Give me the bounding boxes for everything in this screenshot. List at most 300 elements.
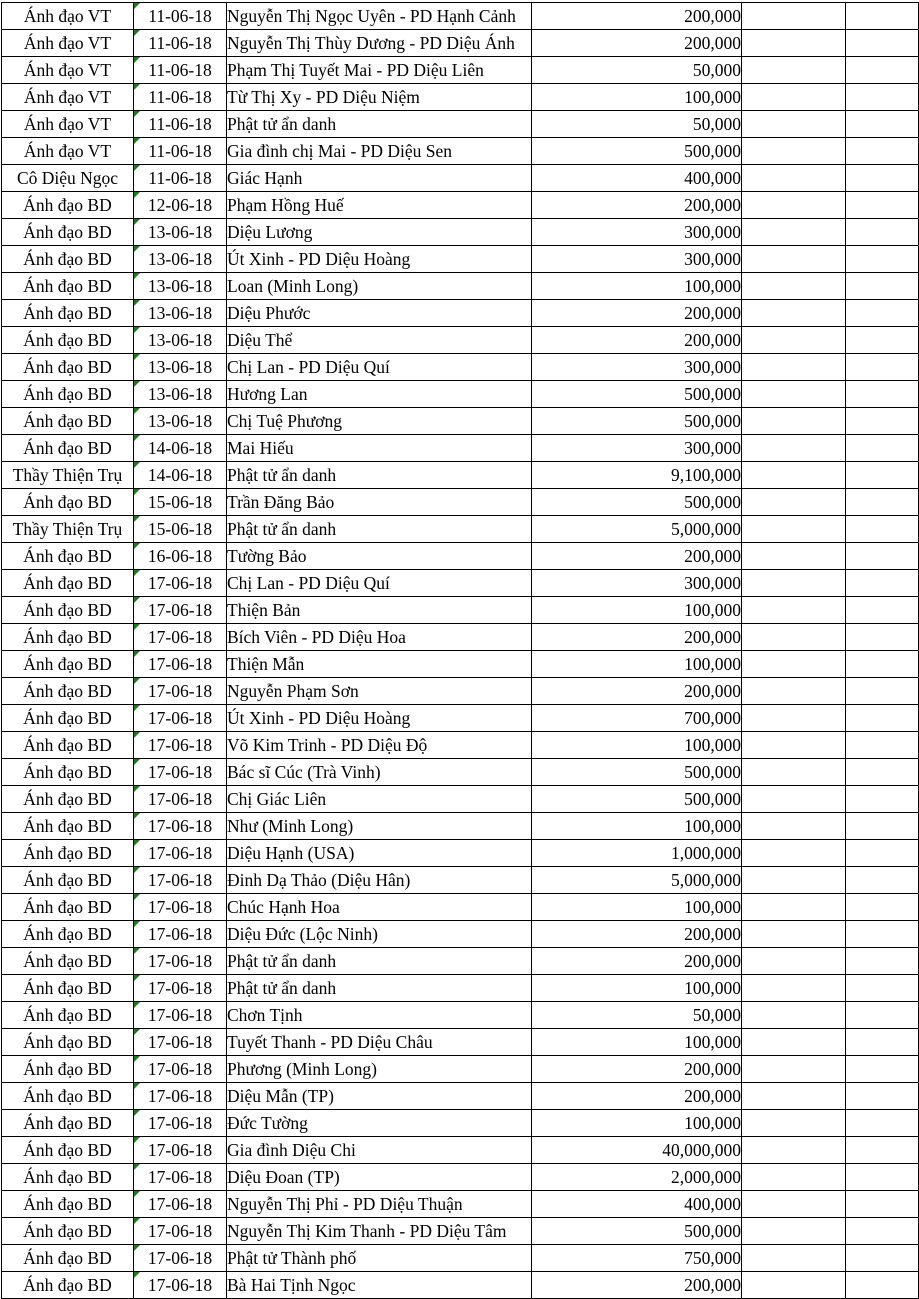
donor-name-cell[interactable]: Diệu Đoan (TP)	[227, 1164, 532, 1191]
empty-cell[interactable]	[846, 1218, 919, 1245]
amount-cell[interactable]: 100,000	[532, 1110, 742, 1137]
person-cell[interactable]: Ánh đạo BD	[2, 624, 134, 651]
date-cell[interactable]: 17-06-18	[134, 1029, 227, 1056]
donor-name-cell[interactable]: Hương Lan	[227, 381, 532, 408]
empty-cell[interactable]	[742, 462, 846, 489]
amount-cell[interactable]: 1,000,000	[532, 840, 742, 867]
donor-name-cell[interactable]: Chúc Hạnh Hoa	[227, 894, 532, 921]
empty-cell[interactable]	[846, 3, 919, 30]
amount-cell[interactable]: 200,000	[532, 1272, 742, 1299]
date-cell[interactable]: 11-06-18	[134, 3, 227, 30]
amount-cell[interactable]: 200,000	[532, 1083, 742, 1110]
amount-cell[interactable]: 750,000	[532, 1245, 742, 1272]
empty-cell[interactable]	[742, 975, 846, 1002]
person-cell[interactable]: Ánh đạo VT	[2, 3, 134, 30]
empty-cell[interactable]	[846, 1164, 919, 1191]
amount-cell[interactable]: 300,000	[532, 246, 742, 273]
table-row	[2, 624, 919, 651]
date-cell[interactable]: 17-06-18	[134, 948, 227, 975]
amount-cell[interactable]: 200,000	[532, 678, 742, 705]
amount-cell[interactable]: 40,000,000	[532, 1137, 742, 1164]
date-cell[interactable]: 13-06-18	[134, 327, 227, 354]
empty-cell[interactable]	[846, 219, 919, 246]
empty-cell[interactable]	[742, 1164, 846, 1191]
amount-cell[interactable]: 500,000	[532, 489, 742, 516]
empty-cell[interactable]	[742, 651, 846, 678]
empty-cell[interactable]	[846, 867, 919, 894]
empty-cell[interactable]	[846, 516, 919, 543]
person-cell[interactable]: Ánh đạo BD	[2, 1083, 134, 1110]
person-cell[interactable]: Ánh đạo BD	[2, 1218, 134, 1245]
donor-name-cell[interactable]: Nguyễn Thị Phỉ - PD Diệu Thuận	[227, 1191, 532, 1218]
person-cell[interactable]: Ánh đạo BD	[2, 1272, 134, 1299]
date-cell[interactable]: 13-06-18	[134, 219, 227, 246]
empty-cell[interactable]	[742, 1056, 846, 1083]
empty-cell[interactable]	[742, 327, 846, 354]
empty-cell[interactable]	[846, 975, 919, 1002]
person-cell[interactable]: Ánh đạo BD	[2, 813, 134, 840]
empty-cell[interactable]	[742, 1083, 846, 1110]
donor-name-cell[interactable]: Thiện Bản	[227, 597, 532, 624]
date-cell[interactable]: 17-06-18	[134, 1110, 227, 1137]
empty-cell[interactable]	[742, 165, 846, 192]
empty-cell[interactable]	[846, 1110, 919, 1137]
empty-cell[interactable]	[846, 732, 919, 759]
donor-name-cell[interactable]: Chơn Tịnh	[227, 1002, 532, 1029]
amount-cell[interactable]: 400,000	[532, 165, 742, 192]
empty-cell[interactable]	[742, 624, 846, 651]
empty-cell[interactable]	[742, 138, 846, 165]
person-cell[interactable]: Ánh đạo BD	[2, 948, 134, 975]
empty-cell[interactable]	[846, 192, 919, 219]
donor-name-cell[interactable]: Nguyễn Phạm Sơn	[227, 678, 532, 705]
empty-cell[interactable]	[846, 1137, 919, 1164]
date-cell[interactable]: 17-06-18	[134, 867, 227, 894]
amount-cell[interactable]: 300,000	[532, 435, 742, 462]
empty-cell[interactable]	[742, 1137, 846, 1164]
amount-cell[interactable]: 50,000	[532, 1002, 742, 1029]
person-cell[interactable]: Ánh đạo VT	[2, 57, 134, 84]
donor-name-cell[interactable]: Chị Tuệ Phương	[227, 408, 532, 435]
donor-name-cell[interactable]: Phật tử ẩn danh	[227, 948, 532, 975]
donor-name-cell[interactable]: Võ Kim Trinh - PD Diệu Độ	[227, 732, 532, 759]
donor-name-cell[interactable]: Út Xinh - PD Diệu Hoàng	[227, 246, 532, 273]
donor-name-cell[interactable]: Như (Minh Long)	[227, 813, 532, 840]
person-cell[interactable]: Ánh đạo VT	[2, 30, 134, 57]
donor-name-cell[interactable]: Chị Lan - PD Diệu Quí	[227, 354, 532, 381]
amount-cell[interactable]: 200,000	[532, 1056, 742, 1083]
amount-cell[interactable]: 100,000	[532, 651, 742, 678]
donor-name-cell[interactable]: Giác Hạnh	[227, 165, 532, 192]
donor-name-cell[interactable]: Phật tử ẩn danh	[227, 462, 532, 489]
date-cell[interactable]: 17-06-18	[134, 840, 227, 867]
date-cell[interactable]: 17-06-18	[134, 1056, 227, 1083]
person-cell[interactable]: Ánh đạo BD	[2, 894, 134, 921]
empty-cell[interactable]	[742, 543, 846, 570]
person-cell[interactable]: Ánh đạo BD	[2, 300, 134, 327]
person-cell[interactable]: Ánh đạo BD	[2, 543, 134, 570]
person-cell[interactable]: Ánh đạo BD	[2, 354, 134, 381]
date-cell[interactable]: 17-06-18	[134, 921, 227, 948]
date-cell[interactable]: 17-06-18	[134, 651, 227, 678]
amount-cell[interactable]: 200,000	[532, 948, 742, 975]
donor-name-cell[interactable]: Phạm Thị Tuyết Mai - PD Diệu Liên	[227, 57, 532, 84]
date-cell[interactable]: 17-06-18	[134, 1002, 227, 1029]
empty-cell[interactable]	[742, 705, 846, 732]
empty-cell[interactable]	[846, 570, 919, 597]
empty-cell[interactable]	[742, 1110, 846, 1137]
amount-cell[interactable]: 700,000	[532, 705, 742, 732]
donor-name-cell[interactable]: Phật tử Thành phố	[227, 1245, 532, 1272]
person-cell[interactable]: Ánh đạo BD	[2, 408, 134, 435]
empty-cell[interactable]	[846, 678, 919, 705]
empty-cell[interactable]	[846, 300, 919, 327]
empty-cell[interactable]	[742, 381, 846, 408]
date-cell[interactable]: 16-06-18	[134, 543, 227, 570]
amount-cell[interactable]: 200,000	[532, 543, 742, 570]
empty-cell[interactable]	[742, 30, 846, 57]
donor-name-cell[interactable]: Bích Viên - PD Diệu Hoa	[227, 624, 532, 651]
person-cell[interactable]: Ánh đạo BD	[2, 597, 134, 624]
table-row	[2, 543, 919, 570]
empty-cell[interactable]	[742, 57, 846, 84]
amount-cell[interactable]: 100,000	[532, 84, 742, 111]
table-row	[2, 921, 919, 948]
empty-cell[interactable]	[742, 435, 846, 462]
empty-cell[interactable]	[742, 192, 846, 219]
date-cell[interactable]: 12-06-18	[134, 192, 227, 219]
donor-name-cell[interactable]: Chị Lan - PD Diệu Quí	[227, 570, 532, 597]
amount-cell[interactable]: 400,000	[532, 1191, 742, 1218]
donor-name-cell[interactable]: Tuyết Thanh - PD Diệu Châu	[227, 1029, 532, 1056]
empty-cell[interactable]	[846, 327, 919, 354]
person-cell[interactable]: Thầy Thiện Trụ	[2, 462, 134, 489]
date-cell[interactable]: 13-06-18	[134, 381, 227, 408]
date-cell[interactable]: 11-06-18	[134, 84, 227, 111]
table-row	[2, 1137, 919, 1164]
date-cell[interactable]: 17-06-18	[134, 786, 227, 813]
empty-cell[interactable]	[846, 354, 919, 381]
amount-cell[interactable]: 100,000	[532, 732, 742, 759]
empty-cell[interactable]	[846, 543, 919, 570]
person-cell[interactable]: Ánh đạo BD	[2, 867, 134, 894]
empty-cell[interactable]	[742, 219, 846, 246]
person-cell[interactable]: Ánh đạo BD	[2, 705, 134, 732]
donor-name-cell[interactable]: Mai Hiếu	[227, 435, 532, 462]
empty-cell[interactable]	[846, 1245, 919, 1272]
table-row	[2, 1029, 919, 1056]
date-cell[interactable]: 17-06-18	[134, 1272, 227, 1299]
person-cell[interactable]: Ánh đạo BD	[2, 651, 134, 678]
donor-name-cell[interactable]: Thiện Mẫn	[227, 651, 532, 678]
amount-cell[interactable]: 500,000	[532, 408, 742, 435]
person-cell[interactable]: Ánh đạo BD	[2, 219, 134, 246]
person-cell[interactable]: Thầy Thiện Trụ	[2, 516, 134, 543]
empty-cell[interactable]	[846, 1002, 919, 1029]
empty-cell[interactable]	[742, 3, 846, 30]
table-row	[2, 732, 919, 759]
amount-cell[interactable]: 50,000	[532, 111, 742, 138]
table-row	[2, 462, 919, 489]
empty-cell[interactable]	[846, 273, 919, 300]
amount-cell[interactable]: 200,000	[532, 3, 742, 30]
donor-name-cell[interactable]: Diệu Phước	[227, 300, 532, 327]
empty-cell[interactable]	[846, 138, 919, 165]
date-cell[interactable]: 14-06-18	[134, 435, 227, 462]
empty-cell[interactable]	[846, 948, 919, 975]
table-row	[2, 678, 919, 705]
donor-name-cell[interactable]: Đức Tường	[227, 1110, 532, 1137]
empty-cell[interactable]	[742, 111, 846, 138]
empty-cell[interactable]	[846, 786, 919, 813]
person-cell[interactable]: Ánh đạo BD	[2, 273, 134, 300]
amount-cell[interactable]: 5,000,000	[532, 516, 742, 543]
empty-cell[interactable]	[846, 1056, 919, 1083]
person-cell[interactable]: Ánh đạo BD	[2, 246, 134, 273]
donor-name-cell[interactable]: Chị Giác Liên	[227, 786, 532, 813]
amount-cell[interactable]: 100,000	[532, 894, 742, 921]
empty-cell[interactable]	[846, 489, 919, 516]
empty-cell[interactable]	[742, 813, 846, 840]
person-cell[interactable]: Ánh đạo BD	[2, 192, 134, 219]
person-cell[interactable]: Ánh đạo VT	[2, 138, 134, 165]
amount-cell[interactable]: 100,000	[532, 597, 742, 624]
amount-cell[interactable]: 2,000,000	[532, 1164, 742, 1191]
amount-cell[interactable]: 5,000,000	[532, 867, 742, 894]
empty-cell[interactable]	[846, 1083, 919, 1110]
empty-cell[interactable]	[742, 1272, 846, 1299]
person-cell[interactable]: Ánh đạo BD	[2, 1245, 134, 1272]
person-cell[interactable]: Cô Diệu Ngọc	[2, 165, 134, 192]
empty-cell[interactable]	[742, 408, 846, 435]
empty-cell[interactable]	[742, 732, 846, 759]
date-cell[interactable]: 11-06-18	[134, 138, 227, 165]
empty-cell[interactable]	[846, 462, 919, 489]
empty-cell[interactable]	[846, 30, 919, 57]
donor-name-cell[interactable]: Tường Bảo	[227, 543, 532, 570]
empty-cell[interactable]	[742, 948, 846, 975]
donor-name-cell[interactable]: Nguyễn Thị Ngọc Uyên - PD Hạnh Cảnh	[227, 3, 532, 30]
empty-cell[interactable]	[742, 678, 846, 705]
amount-cell[interactable]: 300,000	[532, 570, 742, 597]
date-cell[interactable]: 11-06-18	[134, 165, 227, 192]
amount-cell[interactable]: 50,000	[532, 57, 742, 84]
person-cell[interactable]: Ánh đạo BD	[2, 1002, 134, 1029]
empty-cell[interactable]	[742, 354, 846, 381]
date-cell[interactable]: 17-06-18	[134, 975, 227, 1002]
donor-name-cell[interactable]: Diệu Hạnh (USA)	[227, 840, 532, 867]
donor-name-cell[interactable]: Phật tử ẩn danh	[227, 111, 532, 138]
donor-name-cell[interactable]: Diệu Đức (Lộc Ninh)	[227, 921, 532, 948]
donor-name-cell[interactable]: Trần Đăng Bảo	[227, 489, 532, 516]
amount-cell[interactable]: 100,000	[532, 975, 742, 1002]
date-cell[interactable]: 13-06-18	[134, 408, 227, 435]
empty-cell[interactable]	[742, 489, 846, 516]
date-cell[interactable]: 17-06-18	[134, 813, 227, 840]
amount-cell[interactable]: 500,000	[532, 381, 742, 408]
donor-name-cell[interactable]: Phật tử ẩn danh	[227, 975, 532, 1002]
date-cell[interactable]: 17-06-18	[134, 1083, 227, 1110]
person-cell[interactable]: Ánh đạo BD	[2, 1191, 134, 1218]
person-cell[interactable]: Ánh đạo BD	[2, 975, 134, 1002]
empty-cell[interactable]	[846, 1029, 919, 1056]
empty-cell[interactable]	[742, 921, 846, 948]
donor-name-cell[interactable]: Bà Hai Tịnh Ngọc	[227, 1272, 532, 1299]
donor-name-cell[interactable]: Diệu Lương	[227, 219, 532, 246]
amount-cell[interactable]: 200,000	[532, 624, 742, 651]
person-cell[interactable]: Ánh đạo BD	[2, 759, 134, 786]
person-cell[interactable]: Ánh đạo BD	[2, 327, 134, 354]
empty-cell[interactable]	[742, 516, 846, 543]
person-cell[interactable]: Ánh đạo BD	[2, 435, 134, 462]
date-cell[interactable]: 14-06-18	[134, 462, 227, 489]
person-cell[interactable]: Ánh đạo BD	[2, 840, 134, 867]
donor-name-cell[interactable]: Phạm Hồng Huế	[227, 192, 532, 219]
date-cell[interactable]: 17-06-18	[134, 1164, 227, 1191]
empty-cell[interactable]	[846, 597, 919, 624]
empty-cell[interactable]	[742, 84, 846, 111]
donor-name-cell[interactable]: Từ Thị Xy - PD Diệu Niệm	[227, 84, 532, 111]
amount-cell[interactable]: 200,000	[532, 192, 742, 219]
date-cell[interactable]: 17-06-18	[134, 1137, 227, 1164]
amount-cell[interactable]: 100,000	[532, 1029, 742, 1056]
donor-name-cell[interactable]: Gia đình Diệu Chi	[227, 1137, 532, 1164]
person-cell[interactable]: Ánh đạo BD	[2, 1056, 134, 1083]
empty-cell[interactable]	[742, 597, 846, 624]
amount-cell[interactable]: 200,000	[532, 30, 742, 57]
donor-name-cell[interactable]: Nguyễn Thị Kim Thanh - PD Diệu Tâm	[227, 1218, 532, 1245]
empty-cell[interactable]	[846, 921, 919, 948]
empty-cell[interactable]	[846, 435, 919, 462]
date-cell[interactable]: 13-06-18	[134, 246, 227, 273]
table-row	[2, 57, 919, 84]
empty-cell[interactable]	[846, 111, 919, 138]
empty-cell[interactable]	[846, 57, 919, 84]
date-cell[interactable]: 15-06-18	[134, 489, 227, 516]
empty-cell[interactable]	[846, 1272, 919, 1299]
person-cell[interactable]: Ánh đạo BD	[2, 381, 134, 408]
empty-cell[interactable]	[846, 246, 919, 273]
empty-cell[interactable]	[742, 300, 846, 327]
empty-cell[interactable]	[742, 867, 846, 894]
date-cell[interactable]: 11-06-18	[134, 30, 227, 57]
amount-cell[interactable]: 300,000	[532, 354, 742, 381]
empty-cell[interactable]	[742, 1002, 846, 1029]
table-row	[2, 759, 919, 786]
date-cell[interactable]: 17-06-18	[134, 705, 227, 732]
empty-cell[interactable]	[846, 84, 919, 111]
date-cell[interactable]: 17-06-18	[134, 624, 227, 651]
empty-cell[interactable]	[846, 894, 919, 921]
donor-name-cell[interactable]: Diệu Thể	[227, 327, 532, 354]
amount-cell[interactable]: 100,000	[532, 273, 742, 300]
person-cell[interactable]: Ánh đạo BD	[2, 489, 134, 516]
amount-cell[interactable]: 200,000	[532, 300, 742, 327]
person-cell[interactable]: Ánh đạo BD	[2, 1110, 134, 1137]
date-cell[interactable]: 13-06-18	[134, 354, 227, 381]
person-cell[interactable]: Ánh đạo BD	[2, 1029, 134, 1056]
person-cell[interactable]: Ánh đạo BD	[2, 570, 134, 597]
date-cell[interactable]: 15-06-18	[134, 516, 227, 543]
empty-cell[interactable]	[742, 894, 846, 921]
donor-name-cell[interactable]: Diệu Mẫn (TP)	[227, 1083, 532, 1110]
amount-cell[interactable]: 500,000	[532, 786, 742, 813]
person-cell[interactable]: Ánh đạo VT	[2, 84, 134, 111]
date-cell[interactable]: 17-06-18	[134, 759, 227, 786]
donor-name-cell[interactable]: Nguyễn Thị Thùy Dương - PD Diệu Ánh	[227, 30, 532, 57]
date-cell[interactable]: 13-06-18	[134, 300, 227, 327]
date-cell[interactable]: 17-06-18	[134, 570, 227, 597]
donor-name-cell[interactable]: Bác sĩ Cúc (Trà Vinh)	[227, 759, 532, 786]
empty-cell[interactable]	[742, 786, 846, 813]
amount-cell[interactable]: 9,100,000	[532, 462, 742, 489]
empty-cell[interactable]	[846, 705, 919, 732]
person-cell[interactable]: Ánh đạo BD	[2, 1137, 134, 1164]
person-cell[interactable]: Ánh đạo BD	[2, 786, 134, 813]
table-row	[2, 219, 919, 246]
date-cell[interactable]: 17-06-18	[134, 1191, 227, 1218]
empty-cell[interactable]	[846, 381, 919, 408]
empty-cell[interactable]	[742, 1245, 846, 1272]
empty-cell[interactable]	[742, 273, 846, 300]
person-cell[interactable]: Ánh đạo BD	[2, 1164, 134, 1191]
empty-cell[interactable]	[846, 1191, 919, 1218]
person-cell[interactable]: Ánh đạo BD	[2, 678, 134, 705]
empty-cell[interactable]	[742, 1029, 846, 1056]
empty-cell[interactable]	[742, 759, 846, 786]
person-cell[interactable]: Ánh đạo BD	[2, 732, 134, 759]
empty-cell[interactable]	[742, 840, 846, 867]
empty-cell[interactable]	[742, 1218, 846, 1245]
date-cell[interactable]: 17-06-18	[134, 597, 227, 624]
date-cell[interactable]: 17-06-18	[134, 678, 227, 705]
empty-cell[interactable]	[742, 1191, 846, 1218]
donor-name-cell[interactable]: Phật tử ẩn danh	[227, 516, 532, 543]
empty-cell[interactable]	[742, 246, 846, 273]
date-cell[interactable]: 11-06-18	[134, 111, 227, 138]
date-cell[interactable]: 17-06-18	[134, 1218, 227, 1245]
donor-name-cell[interactable]: Phương (Minh Long)	[227, 1056, 532, 1083]
amount-cell[interactable]: 200,000	[532, 921, 742, 948]
empty-cell[interactable]	[846, 408, 919, 435]
empty-cell[interactable]	[846, 813, 919, 840]
amount-cell[interactable]: 300,000	[532, 219, 742, 246]
table-row	[2, 813, 919, 840]
donor-name-cell[interactable]: Loan (Minh Long)	[227, 273, 532, 300]
donor-name-cell[interactable]: Út Xinh - PD Diệu Hoàng	[227, 705, 532, 732]
amount-cell[interactable]: 500,000	[532, 1218, 742, 1245]
donor-name-cell[interactable]: Gia đình chị Mai - PD Diệu Sen	[227, 138, 532, 165]
date-cell[interactable]: 11-06-18	[134, 57, 227, 84]
empty-cell[interactable]	[846, 165, 919, 192]
donor-name-cell[interactable]: Đinh Dạ Thảo (Diệu Hân)	[227, 867, 532, 894]
empty-cell[interactable]	[846, 624, 919, 651]
empty-cell[interactable]	[846, 651, 919, 678]
empty-cell[interactable]	[742, 570, 846, 597]
amount-cell[interactable]: 200,000	[532, 327, 742, 354]
amount-cell[interactable]: 500,000	[532, 759, 742, 786]
empty-cell[interactable]	[846, 759, 919, 786]
empty-cell[interactable]	[846, 840, 919, 867]
person-cell[interactable]: Ánh đạo BD	[2, 921, 134, 948]
amount-cell[interactable]: 500,000	[532, 138, 742, 165]
date-cell[interactable]: 17-06-18	[134, 1245, 227, 1272]
date-cell[interactable]: 17-06-18	[134, 894, 227, 921]
person-cell[interactable]: Ánh đạo VT	[2, 111, 134, 138]
date-cell[interactable]: 17-06-18	[134, 732, 227, 759]
amount-cell[interactable]: 100,000	[532, 813, 742, 840]
date-cell[interactable]: 13-06-18	[134, 273, 227, 300]
